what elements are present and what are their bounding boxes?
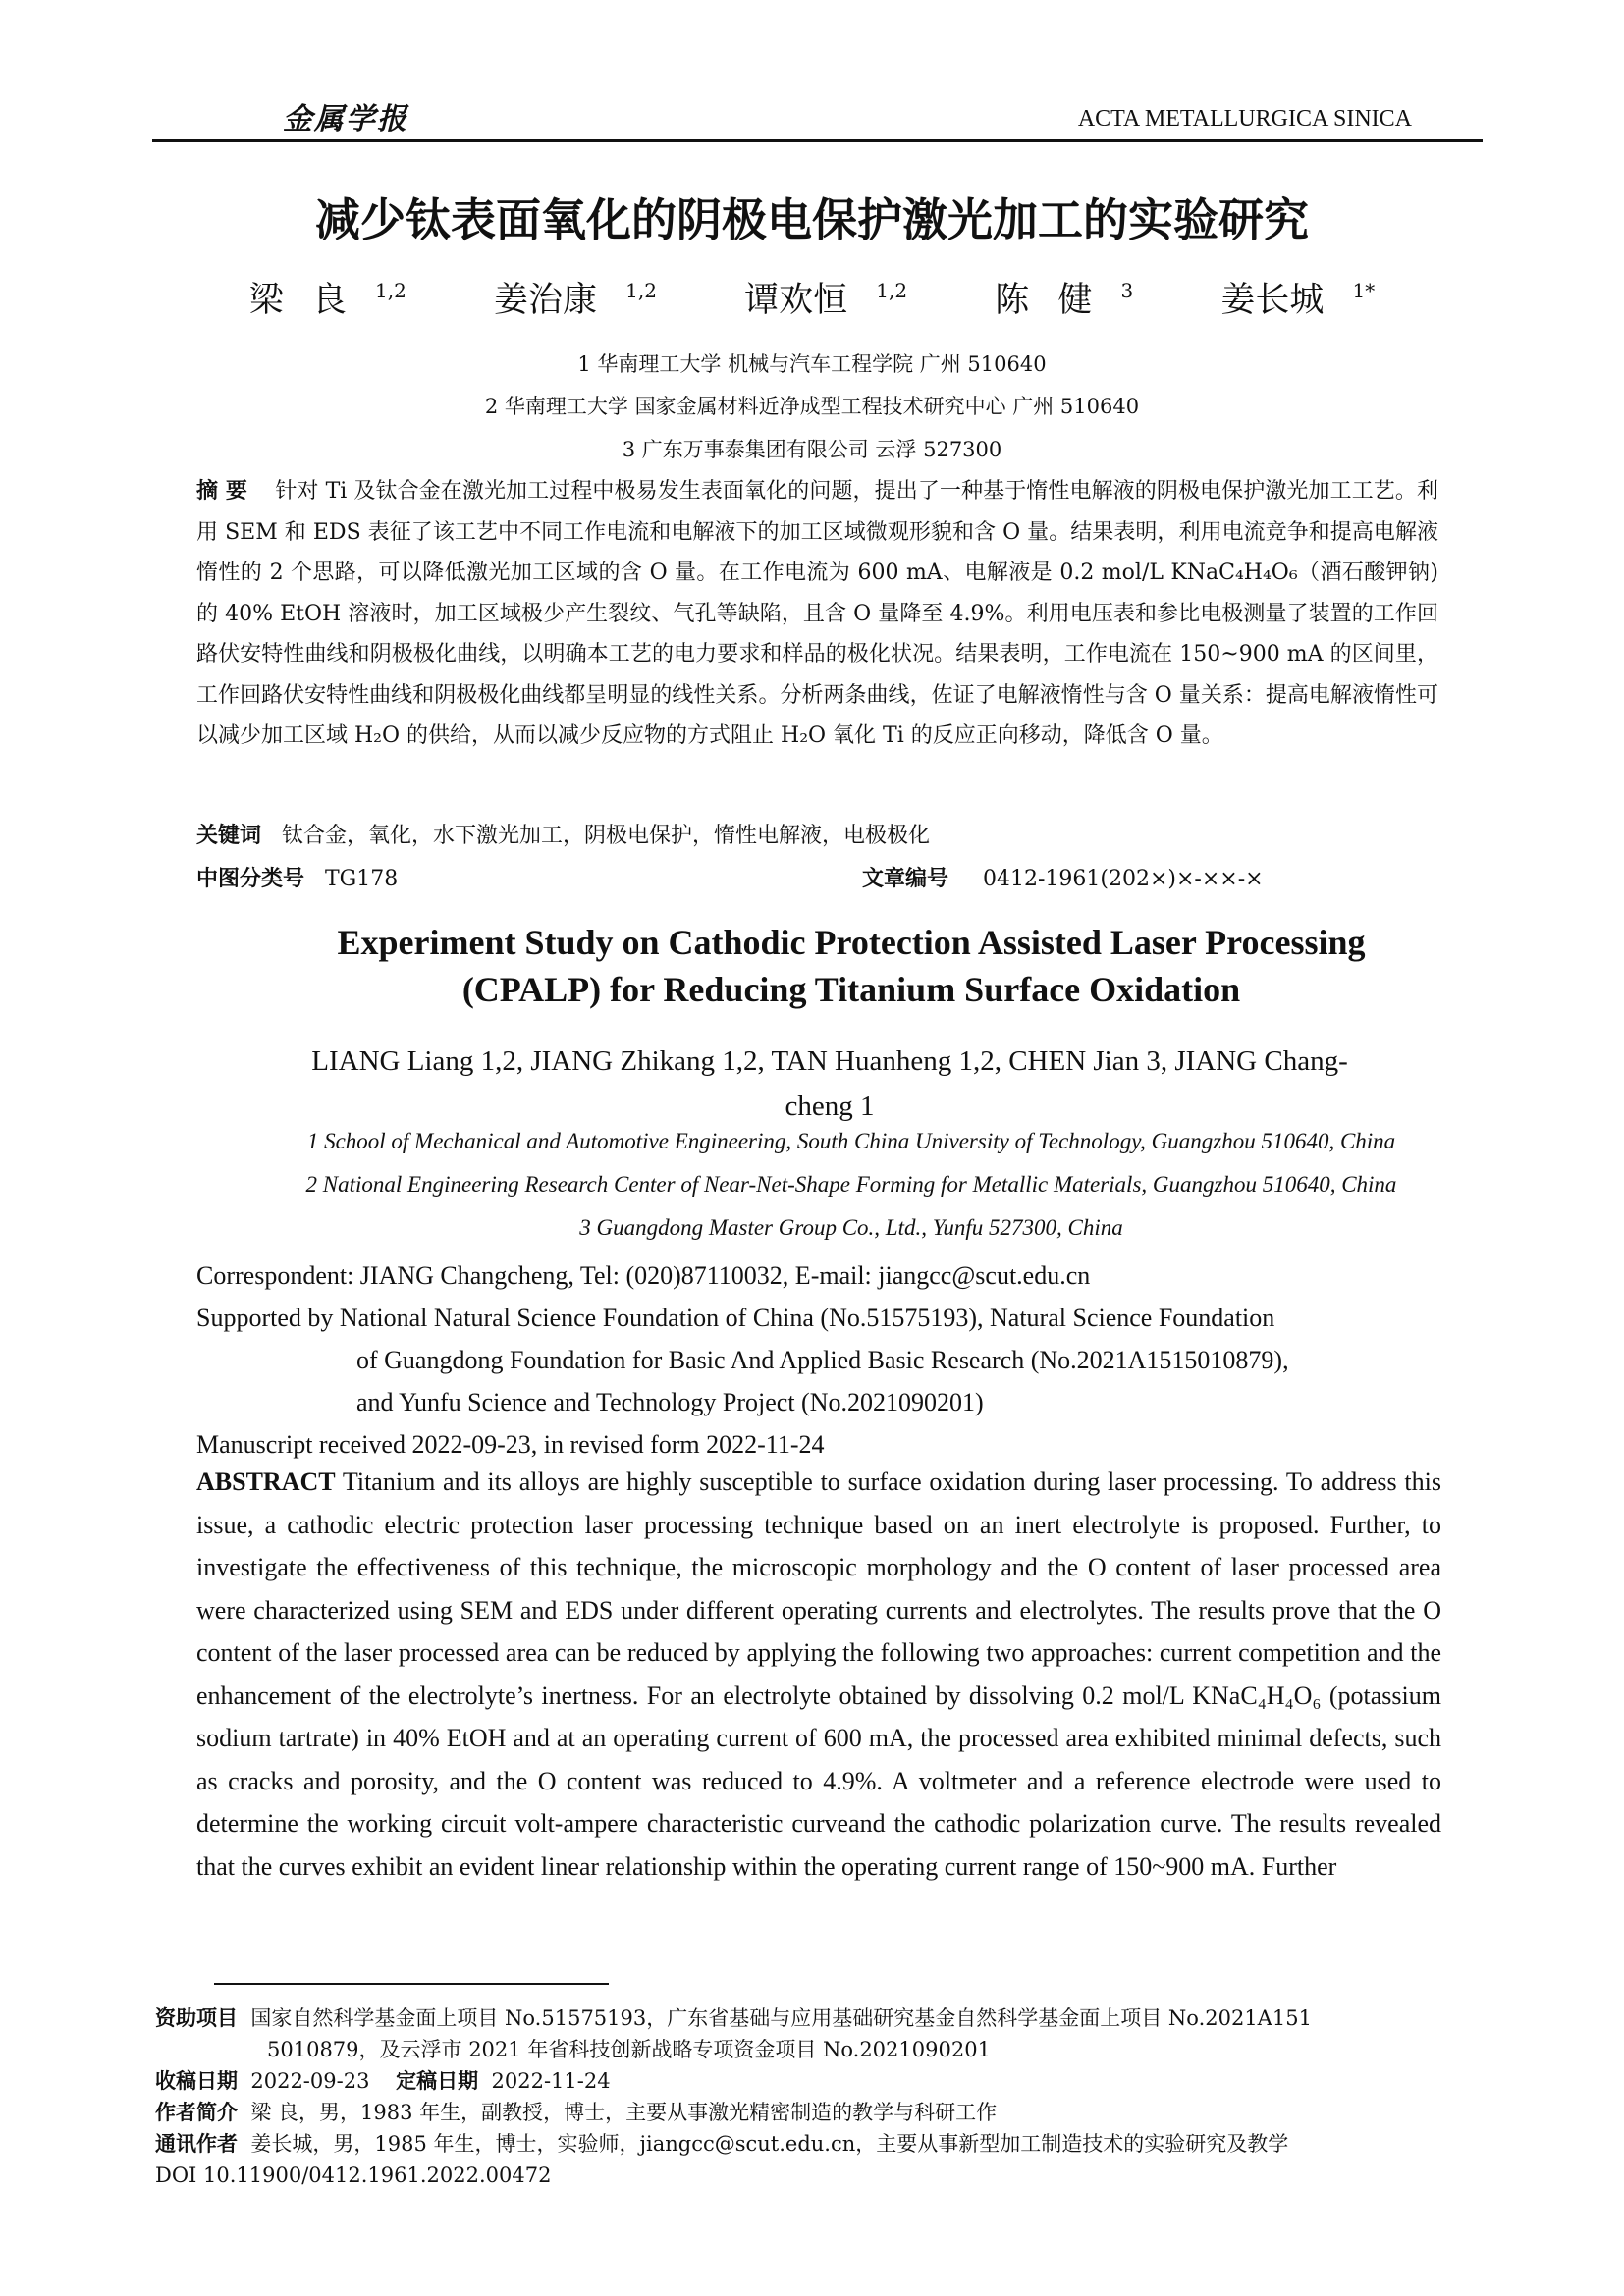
abstract-en	[196, 1461, 1441, 1888]
header-rule	[152, 139, 1483, 142]
funding-footnote-cont: 5010879，及云浮市 2021 年省科技创新战略专项资金项目 No.2021090201	[267, 2038, 991, 2061]
classification-value: TG178	[325, 867, 399, 891]
authors-en-line-1: LIANG Liang 1,2, JIANG Zhikang 1,2, TAN Huanheng 1,2, CHEN Jian 3, JIANG Chang-	[311, 1045, 1348, 1077]
article-number-label: 文章编号	[862, 867, 949, 891]
supported-line-1: Supported by National Natural Science Foundation of China (No.51575193), Natural Science Foundation	[196, 1304, 1275, 1332]
keywords-text-cn: 钛合金，氧化，水下激光加工，阴极电保护，惰性电解液，电极极化	[282, 824, 931, 848]
keywords-cn	[196, 819, 930, 849]
journal-name-en: ACTA METALLURGICA SINICA	[1077, 106, 1412, 132]
journal-logo-cn: 金属学报	[283, 102, 408, 136]
abstract-label-en: ABSTRACT	[196, 1468, 336, 1496]
corresponding-author-footnote: 通讯作者 姜长城，男，1985 年生，博士，实验师，jiangcc@scut.edu.cn，主要从事新型加工制造技术的实验研究及教学	[155, 2132, 1289, 2156]
abstract-label-cn: 摘 要	[196, 479, 247, 504]
correspondent-line: Correspondent: JIANG Changcheng, Tel: (020)87110032, E-mail: jiangcc@scut.edu.cn	[196, 1261, 1091, 1290]
paper-title-cn: 减少钛表面氧化的阴极电保护激光加工的实验研究	[315, 193, 1309, 246]
author-bio-footnote: 作者简介 梁 良，男，1983 年生，副教授，博士，主要从事激光精密制造的教学与科研工作	[155, 2101, 998, 2124]
abstract-text-en: Titanium and its alloys are highly susceptible to surface oxidation during laser processing. To address this issue, a cathodic electric protection laser processing technique based on an inert electrolyte is proposed. Further, to investigate the effectiveness of this technique, the microscopic morphology and the O content of laser processed area were characterized using SEM and EDS under different operating currents and electrolytes. The results prove that the O content of the laser processed area can be reduced by applying the following two approaches: current competition and the enhancement of the electrolyte’s inertness. For an electrolyte obtained by dissolving 0.2 mol/L KNaC₄H₄O₆ (potassium sodium tartrate) in 40% EtOH and at an operating current of 600 mA, the processed area exhibited minimal defects, such as cracks and porosity, and the O content was reduced to 4.9%. A voltmeter and a reference electrode were used to determine the working circuit volt-ampere characteristic curveand the cathodic polarization curve. The results revealed that the curves exhibit an evident linear relationship within the operating current range of 150~900 mA. Further	[196, 1468, 1441, 1881]
author-list-cn	[0, 273, 1624, 322]
affiliation-en-2: 2 National Engineering Research Center of Near-Net-Shape Forming for Metallic Materials, Guangzhou 510640, China	[305, 1172, 1397, 1197]
footnotes	[155, 2002, 1471, 2191]
classification-label: 中图分类号	[196, 867, 305, 891]
affiliation-cn-2: 2 华南理工大学 国家金属材料近净成型工程技术研究中心 广州 510640	[484, 395, 1140, 418]
title-en-line-2: (CPALP) for Reducing Titanium Surface Oxidation	[461, 970, 1241, 1009]
author-cn: 姜治康 $^{1,2}$	[493, 279, 657, 320]
footnote-rule	[214, 1983, 609, 1985]
keywords-label-cn: 关键词	[196, 824, 262, 848]
funding-and-correspondence	[196, 1255, 1443, 1466]
author-cn: 谭欢恒 $^{1,2}$	[744, 279, 908, 320]
authors-en-line-2: cheng 1	[785, 1091, 875, 1122]
affiliation-en-3: 3 Guangdong Master Group Co., Ltd., Yunfu 527300, China	[579, 1215, 1123, 1240]
classification-cn	[196, 862, 398, 892]
abstract-cn	[196, 471, 1438, 757]
supported-line-2: of Guangdong Foundation for Basic And Applied Basic Research (No.2021A1515010879),	[356, 1346, 1289, 1374]
abstract-text-cn: 针对 Ti 及钛合金在激光加工过程中极易发生表面氧化的问题，提出了一种基于惰性电解液的阴极电保护激光加工工艺。利用 SEM 和 EDS 表征了该工艺中不同工作电流和电解液下的加工区域微观形貌和含 O 量。结果表明，利用电流竞争和提高电解液惰性的 2 个思路，可以降低激光加工区域的含 O 量。在工作电流为 600 mA、电解液是 0.2 mol/L KNaC₄H₄O₆（酒石酸钾钠)的 40% EtOH 溶液时，加工区域极少产生裂纹、气孔等缺陷，且含 O 量降至 4.9%。利用电压表和参比电极测量了装置的工作回路伏安特性曲线和阴极极化曲线，以明确本工艺的电力要求和样品的极化状况。结果表明，工作电流在 150~900 mA 的区间里，工作回路伏安特性曲线和阴极极化曲线都呈明显的线性关系。分析两条曲线，佐证了电解液惰性与含 O 量关系：提高电解液惰性可以减少加工区域 H₂O 的供给，从而以减少反应物的方式阻止 H₂O 氧化 Ti 的反应正向移动，降低含 O 量。	[196, 479, 1438, 748]
author-cn: 陈 健 $^3$	[995, 279, 1134, 320]
article-number-cn	[862, 862, 1264, 892]
manuscript-received: Manuscript received 2022-09-23, in revised form 2022-11-24	[196, 1430, 825, 1459]
article-number-value: 0412-1961(202×)×-××-×	[982, 867, 1264, 891]
affiliation-cn-3: 3 广东万事泰集团有限公司 云浮 527300	[622, 438, 1002, 461]
title-en-line-1: Experiment Study on Cathodic Protection Assisted Laser Processing	[337, 923, 1366, 962]
dates-footnote: 收稿日期 2022-09-23 定稿日期 2022-11-24	[155, 2069, 611, 2093]
affiliation-en-1: 1 School of Mechanical and Automotive Engineering, South China University of Technology, Guangzhou 510640, China	[306, 1129, 1396, 1153]
funding-footnote: 资助项目 国家自然科学基金面上项目 No.51575193，广东省基础与应用基础研究基金自然科学基金面上项目 No.2021A151	[155, 2006, 1312, 2030]
author-cn: 梁 良 $^{1,2}$	[248, 279, 406, 320]
author-list-en	[226, 1039, 1434, 1129]
supported-line-3: and Yunfu Science and Technology Project (No.2021090201)	[356, 1388, 984, 1416]
author-cn: 姜长城 $^{1*}$	[1220, 279, 1376, 320]
affiliation-cn-1: 1 华南理工大学 机械与汽车工程学院 广州 510640	[577, 352, 1047, 376]
doi: DOI 10.11900/0412.1961.2022.00472	[155, 2163, 552, 2187]
paper-title-en	[0, 919, 1624, 1013]
